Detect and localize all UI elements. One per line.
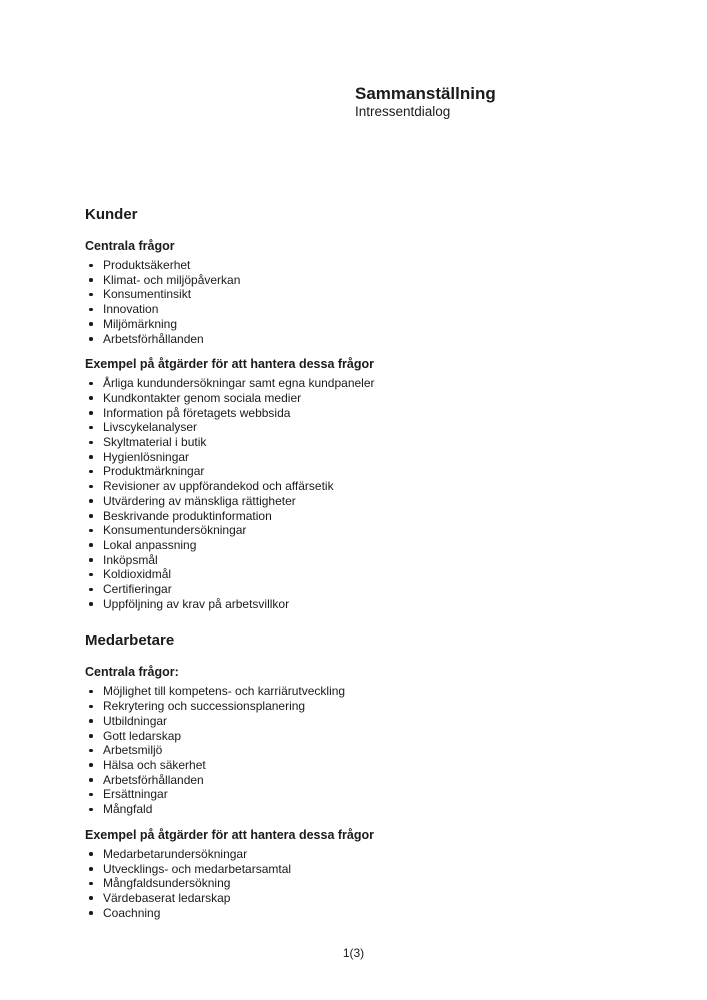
list-item: Hygienlösningar: [85, 450, 645, 465]
bullet-list-medarbetare-questions: [85, 684, 645, 816]
list-item: Konsumentinsikt: [85, 287, 645, 302]
list-item: Produktmärkningar: [85, 464, 645, 479]
section-heading-medarbetare: Medarbetare: [85, 632, 175, 650]
list-item: Lokal anpassning: [85, 538, 645, 553]
list-item: Skyltmaterial i butik: [85, 435, 645, 450]
subheading-example-actions: Exempel på åtgärder för att hantera dessa frågor: [85, 827, 374, 842]
list-item: Mångfald: [85, 802, 645, 817]
document-subtitle: Intressentdialog: [355, 104, 451, 119]
list-item: Mångfaldsundersökning: [85, 876, 645, 891]
list-item: Innovation: [85, 302, 645, 317]
list-item: Konsumentundersökningar: [85, 523, 645, 538]
list-item: Värdebaserat ledarskap: [85, 891, 645, 906]
section-medarbetare: [85, 633, 645, 920]
list-item: Kundkontakter genom sociala medier: [85, 391, 645, 406]
list-item: Arbetsförhållanden: [85, 332, 645, 347]
subheading-central-questions: Centrala frågor:: [85, 665, 179, 680]
list-item: Produktsäkerhet: [85, 258, 645, 273]
subheading-example-actions: Exempel på åtgärder för att hantera dessa frågor: [85, 357, 374, 372]
list-item: Miljömärkning: [85, 317, 645, 332]
list-item: Hälsa och säkerhet: [85, 758, 645, 773]
document-title: Sammanställning: [355, 84, 496, 103]
list-item: Utbildningar: [85, 714, 645, 729]
list-item: Ersättningar: [85, 787, 645, 802]
list-item: Inköpsmål: [85, 553, 645, 568]
title-block: [355, 84, 496, 120]
list-item: Certifieringar: [85, 582, 645, 597]
list-item: Medarbetarundersökningar: [85, 847, 645, 862]
bullet-list-kunder-actions: [85, 376, 645, 611]
list-item: Revisioner av uppförandekod och affärsetik: [85, 479, 645, 494]
list-item: Årliga kundundersökningar samt egna kundpaneler: [85, 376, 645, 391]
list-item: Klimat- och miljöpåverkan: [85, 273, 645, 288]
bullet-list-medarbetare-actions: [85, 847, 645, 921]
list-item: Rekrytering och successionsplanering: [85, 699, 645, 714]
list-item: Information på företagets webbsida: [85, 406, 645, 421]
list-item: Uppföljning av krav på arbetsvillkor: [85, 597, 645, 612]
list-item: Livscykelanalyser: [85, 420, 645, 435]
page-number: 1(3): [342, 946, 365, 960]
bullet-list-kunder-questions: [85, 258, 645, 346]
document-body: [85, 207, 645, 920]
section-kunder: [85, 207, 645, 611]
list-item: Coachning: [85, 906, 645, 921]
list-item: Möjlighet till kompetens- och karriärutveckling: [85, 684, 645, 699]
subheading-central-questions: Centrala frågor: [85, 239, 175, 253]
section-heading-kunder: Kunder: [85, 206, 138, 223]
list-item: Koldioxidmål: [85, 567, 645, 582]
list-item: Utvecklings- och medarbetarsamtal: [85, 862, 645, 877]
list-item: Utvärdering av mänskliga rättigheter: [85, 494, 645, 509]
list-item: Beskrivande produktinformation: [85, 509, 645, 524]
list-item: Arbetsmiljö: [85, 743, 645, 758]
list-item: Arbetsförhållanden: [85, 773, 645, 788]
list-item: Gott ledarskap: [85, 729, 645, 744]
